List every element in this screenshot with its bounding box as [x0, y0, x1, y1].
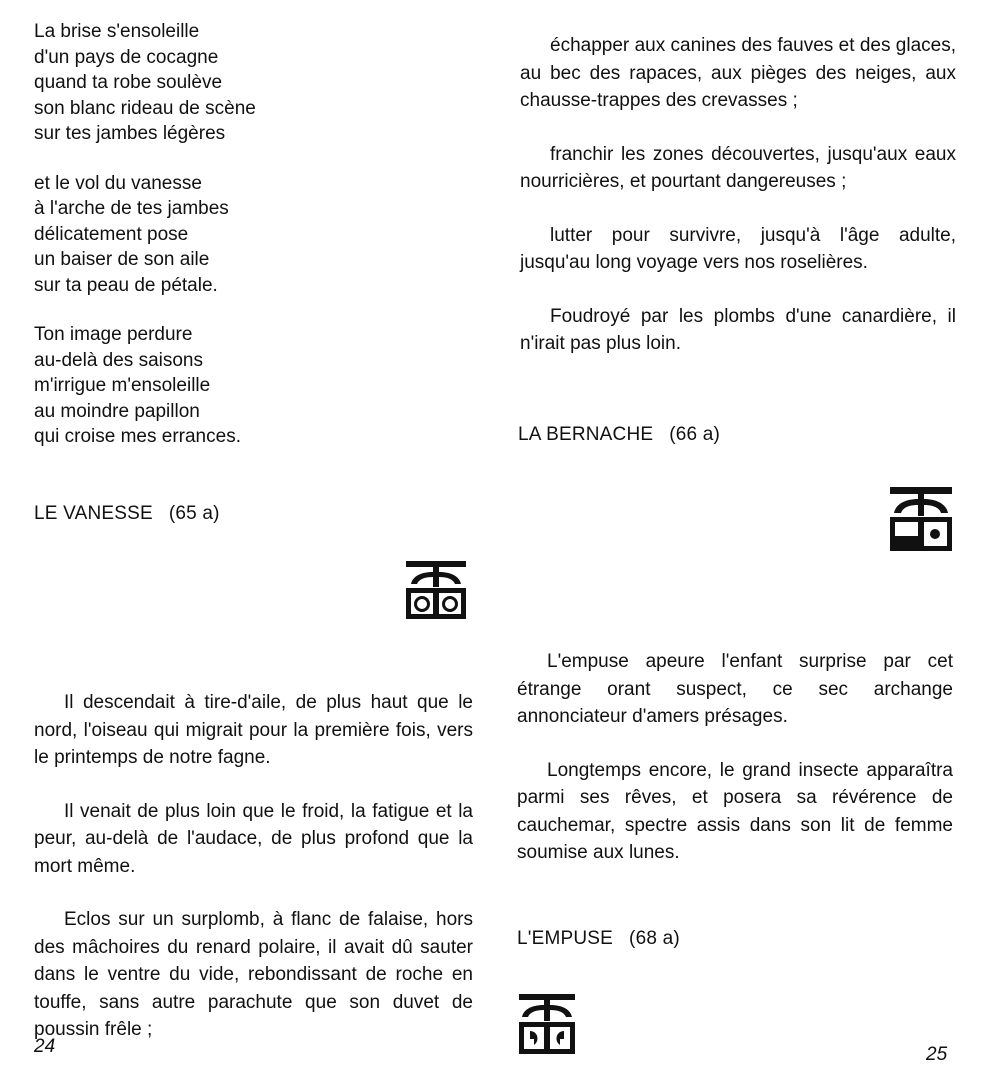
bernache-prose-right [520, 32, 956, 384]
prose-paragraph: échapper aux canines des fauves et des glaces, au bec des rapaces, aux pièges des neiges, aux chausse-trappes des crevasses ; [520, 35, 956, 111]
title-name: LA BERNACHE [518, 424, 654, 445]
title-name: L'EMPUSE [517, 928, 614, 949]
poem-line: son blanc rideau de scène [34, 97, 256, 119]
prose-paragraph: L'empuse apeure l'enfant surprise par cet étrange orant suspect, ce sec archange annonciateur d'amers présages. [517, 651, 953, 727]
prose-paragraph: lutter pour survivre, jusqu'à l'âge adulte, jusqu'au long voyage vers nos roselières. [520, 224, 956, 273]
bernache-title [518, 424, 720, 446]
tree-face-ornament-icon [889, 486, 953, 552]
title-ref: (65 a) [168, 503, 220, 524]
poem-line: à l'arche de tes jambes [34, 198, 229, 219]
prose-paragraph: Foudroyé par les plombs d'une canardière, il n'irait pas plus loin. [520, 305, 956, 354]
poem-stanza [34, 19, 256, 147]
prose-paragraph: franchir les zones découvertes, jusqu'aux eaux nourricières, et pourtant dangereuses ; [520, 143, 956, 192]
vanesse-poem [34, 19, 256, 474]
prose-paragraph: Longtemps encore, le grand insecte apparaîtra parmi ses rêves, et posera sa révérence de cauchemar, spectre assis dans son lit de femme soumise aux lunes. [517, 759, 953, 863]
poem-line: quand ta robe soulève [34, 72, 223, 93]
poem-line: La brise s'ensoleille [34, 21, 200, 42]
poem-line: m'irrigue m'ensoleille [34, 375, 211, 396]
poem-line: d'un pays de cocagne [34, 46, 219, 68]
bernache-prose-left [34, 689, 473, 1070]
prose-paragraph: Il descendait à tire-d'aile, de plus haut que le nord, l'oiseau qui migrait pour la première fois, vers le printemps de notre fagne. [34, 692, 473, 768]
poem-stanza [34, 171, 256, 299]
prose-paragraph: Il venait de plus loin que le froid, la fatigue et la peur, au-delà de l'audace, de plus profond que la mort même. [34, 800, 473, 877]
empuse-title [517, 928, 680, 950]
title-ref: (66 a) [669, 424, 721, 445]
poem-line: un baiser de son aile [34, 249, 210, 270]
right-page [500, 0, 1000, 1079]
empuse-prose [517, 648, 953, 893]
title-name: LE VANESSE [34, 503, 153, 524]
tree-face-ornament-icon [518, 993, 576, 1055]
poem-line: Ton image perdure [34, 324, 193, 345]
poem-line: qui croise mes errances. [34, 426, 241, 447]
poem-stanza [34, 322, 256, 450]
poem-line: et le vol du vanesse [34, 172, 202, 194]
page-number: 24 [34, 1036, 56, 1057]
title-ref: (68 a) [629, 928, 680, 949]
poem-line: au moindre papillon [34, 400, 200, 422]
poem-line: sur ta peau de pétale. [34, 274, 218, 296]
vanesse-title [34, 503, 220, 525]
tree-face-ornament-icon [405, 560, 467, 620]
poem-line: sur tes jambes légères [34, 123, 226, 144]
poem-line: délicatement pose [34, 223, 189, 245]
page-number: 25 [926, 1044, 948, 1065]
poem-line: au-delà des saisons [34, 349, 203, 371]
prose-paragraph: Eclos sur un surplomb, à flanc de falaise, hors des mâchoires du renard polaire, il avait dû sauter dans le ventre du vide, rebondissant de roche en touffe, sans autre parachute que son duvet de poussin frêle ; [34, 909, 473, 1040]
